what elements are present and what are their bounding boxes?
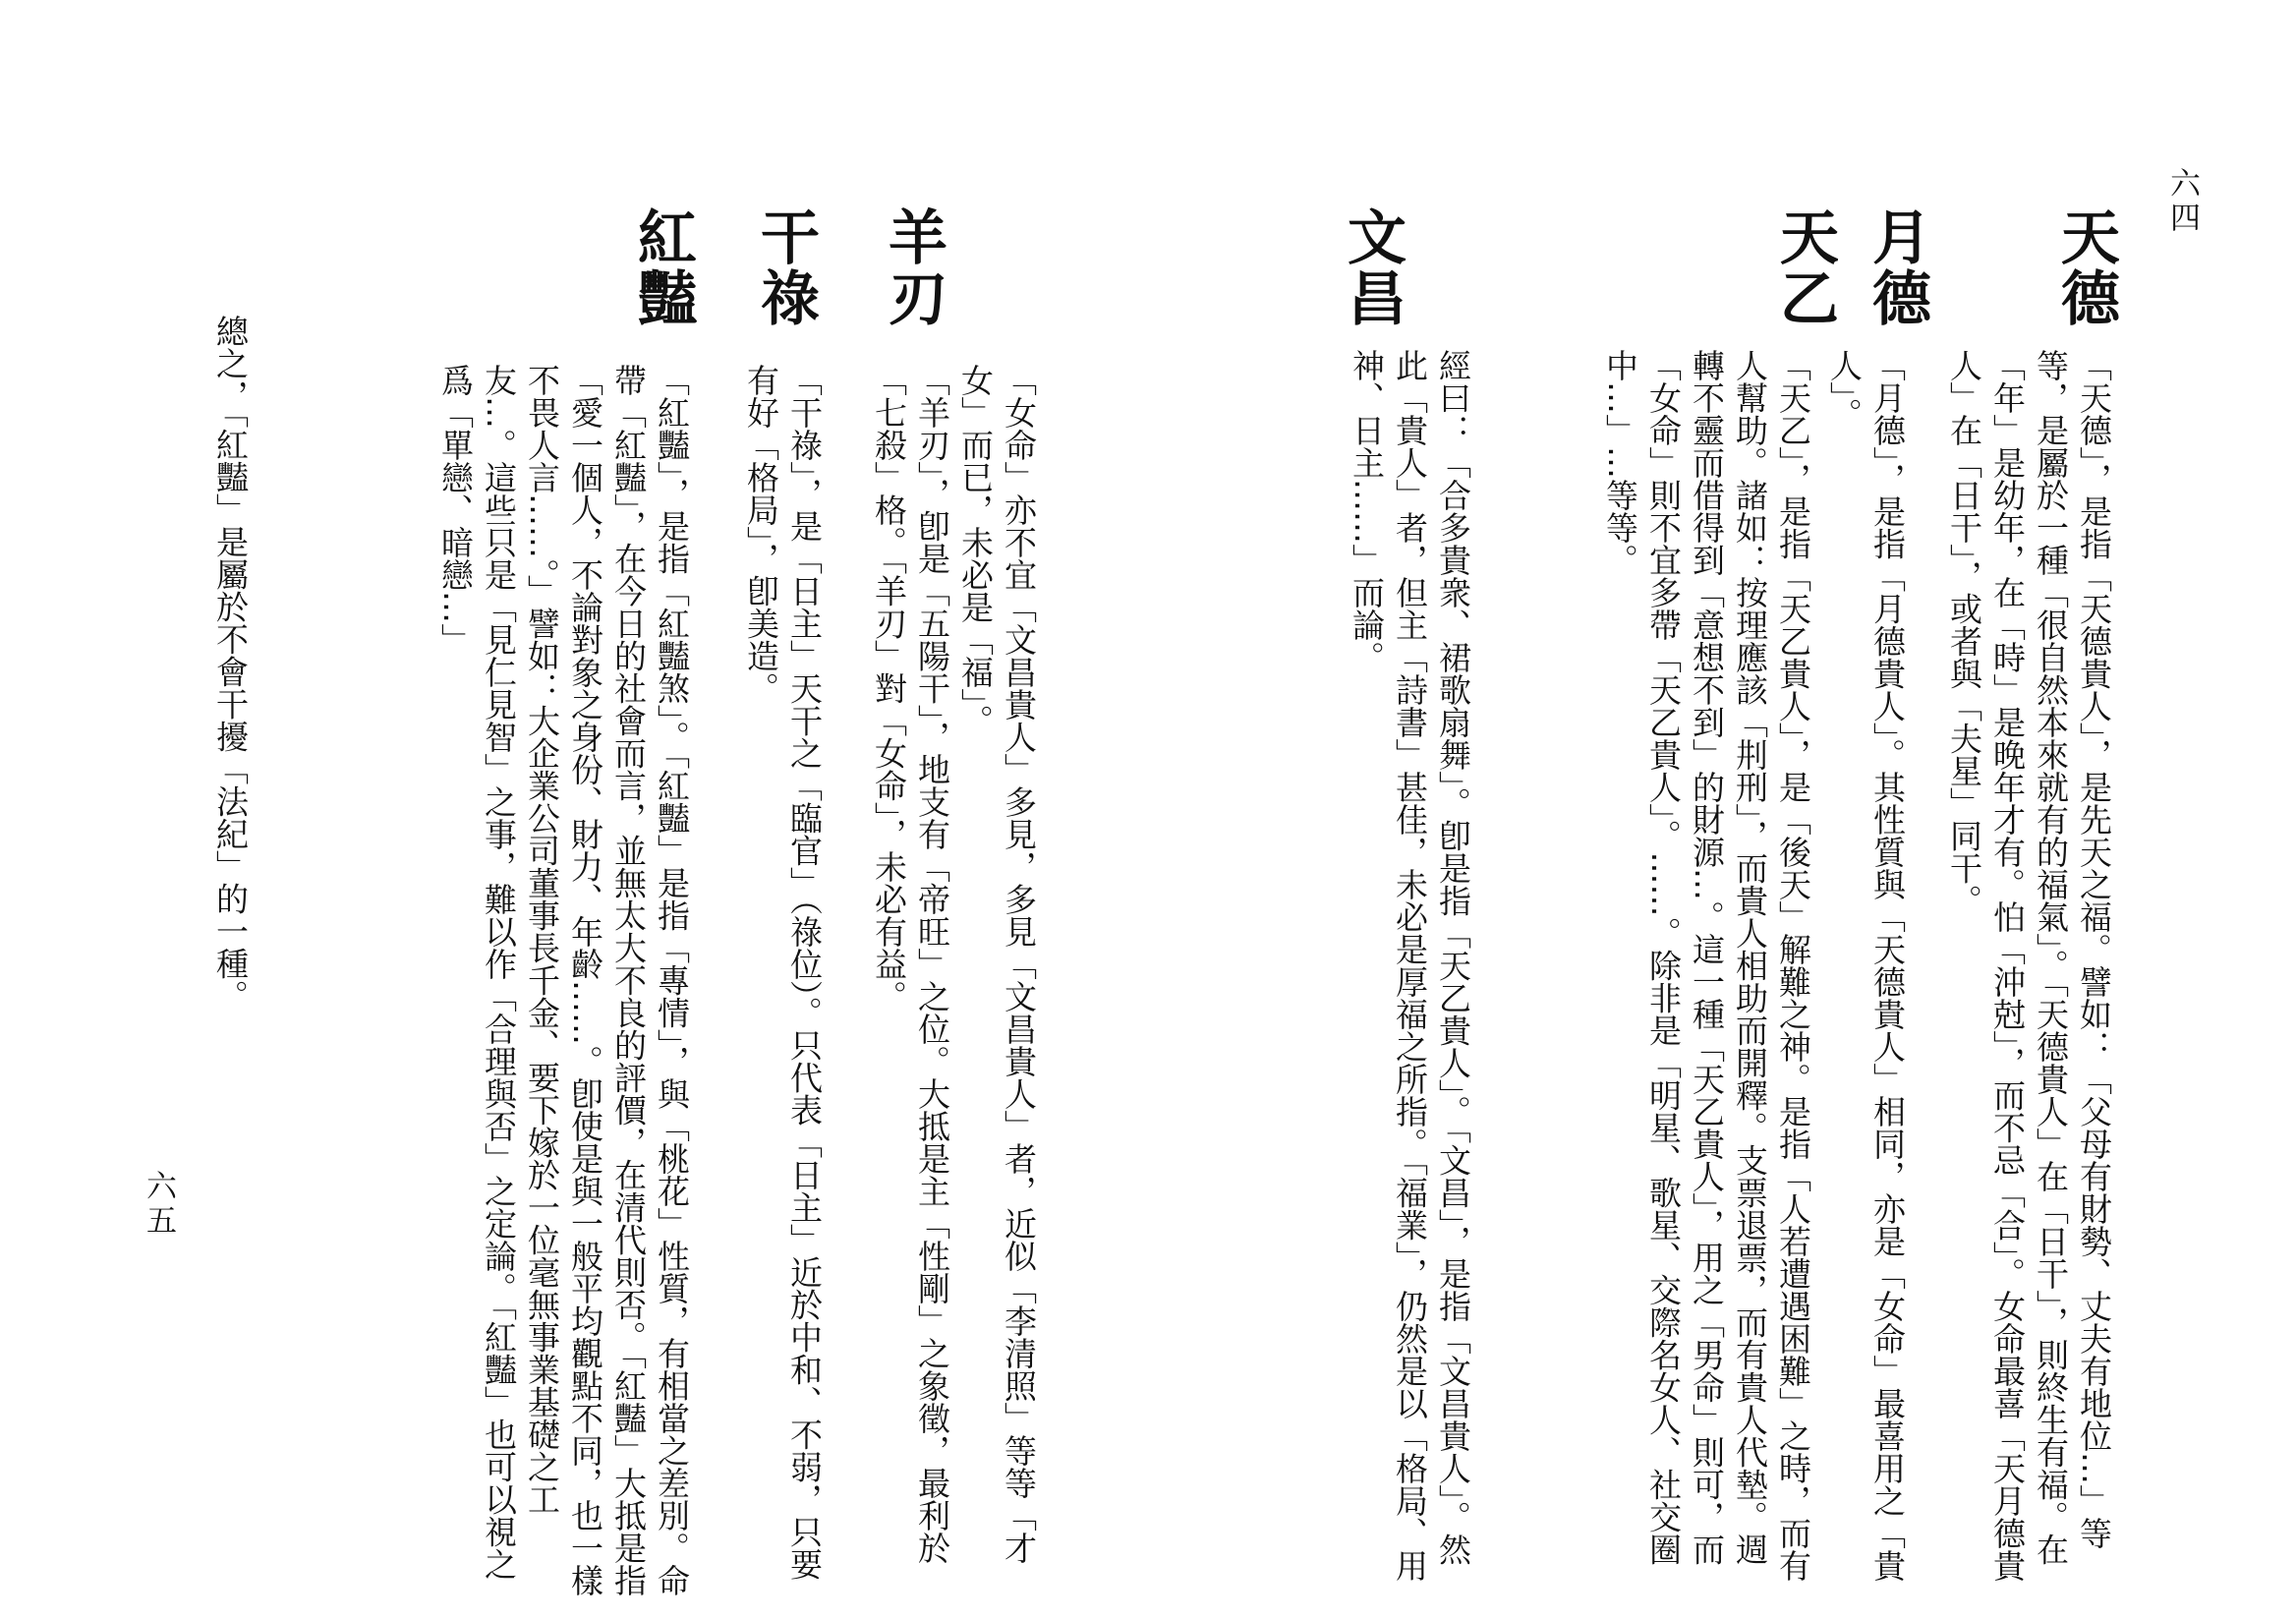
paragraph-wenchang: 經曰：「合多貴衆、裙歌扇舞」。卽是指「天乙貴人」。「文昌」，是指「文昌貴人」。然此「貴人」者，但主「詩書」甚佳，未必是厚福之所指。「福業」，仍然是以「格局、用神、日主……」而論。 [1348, 349, 1472, 1582]
paragraph-conclusion: 總之，「紅豔」是屬於不會干擾「法紀」的一種。 [211, 315, 250, 1012]
heading-wenchang: 文昌 [1338, 206, 1406, 328]
heading-yangren: 羊刃 [879, 206, 947, 328]
paragraph-yangren: 「羊刃」，卽是「五陽干」，地支有「帝旺」之位。大抵是主「性剛」之象徵，最利於「七殺」格。「羊刃」對「女命」，未必有益。 [870, 364, 951, 1564]
paragraph-yuede: 「月德」，是指「月德貴人」。其性質與「天德貴人」相同，亦是「女命」最喜用之「貴人」。 [1825, 349, 1907, 1582]
page-number: 六五 [141, 1170, 176, 1239]
paragraph-wenchang-cont: 「女命」亦不宜「文昌貴人」多見，多見「文昌貴人」者，近似「李清照」等等「才女」而已，未必是「福」。 [956, 364, 1038, 1564]
page-number: 六四 [2164, 167, 2200, 236]
heading-yuede: 月德 [1863, 206, 1931, 328]
paragraph-tiande: 「天德」，是指「天德貴人」，是先天之福。譬如：「父母有財勢、丈夫有地位…」等等，是屬於一種「很自然本來就有的福氣」。「天德貴人」在「日干」，則終生有福。在「年」是幼年，在「時」是晚年才有。怕「沖尅」，而不忌「合」。女命最喜「天月德貴人」在「日干」，或者與「夫星」同干。 [1945, 349, 2113, 1582]
heading-tianyi: 天乙 [1770, 206, 1839, 328]
heading-ganlu: 干祿 [751, 206, 820, 328]
heading-hongyan: 紅豔 [628, 206, 697, 328]
heading-tiande: 天德 [2051, 206, 2120, 328]
paragraph-hongyan: 「紅豔」，是指「紅豔煞」。「紅豔」是指「專情」，與「桃花」性質，有相當之差別。命帶「紅豔」，在今日的社會而言，並無太大不良的評價，在清代則否。「紅豔」大抵是指「愛一個人，不論對象之身份、財力、年齡……。卽使是與一般平均觀點不同，也一樣不畏人言……。」譬如：大企業公司董事長千金、要下嫁於一位毫無事業基礎之工友…。這些只是「見仁見智」之事，難以作「合理與否」之定論。「紅豔」也可以視之爲「單戀、暗戀…」 [436, 364, 691, 1596]
right-page [1148, 0, 2296, 1620]
paragraph-tianyi: 「天乙」，是指「天乙貴人」，是「後天」解難之神。是指「人若遭遇困難」之時，而有人幫助。諸如：按理應該「㓝刑」，而貴人相助而開釋。支票退票，而有貴人代墊。週轉不靈而借得到「意想不到」的財源…。這一種「天乙貴人」，用之「男命」則可，而「女命」則不宜多帶「天乙貴人」。……。除非是「明星、歌星、交際名女人、社交圈中…」…等等。 [1601, 349, 1812, 1582]
paragraph-ganlu: 「干祿」，是「日主」天干之「臨官」（祿位）。只代表「日主」近於中和、不弱，只要有好「格局」，卽美造。 [742, 364, 824, 1581]
